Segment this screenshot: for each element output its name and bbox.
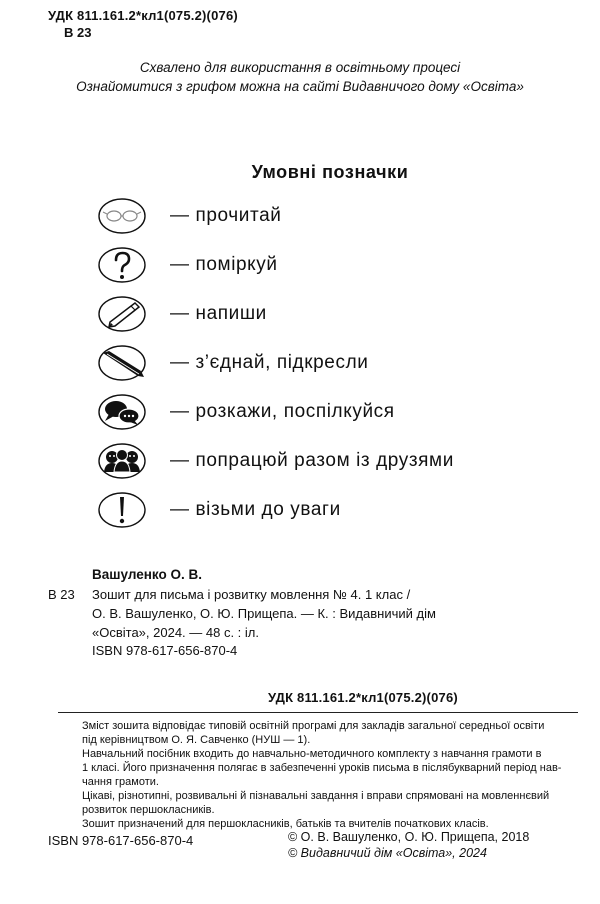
annotation-line: розвиток першокласників. <box>82 804 215 816</box>
approval-line-2: Ознайомитися з грифом можна на сайті Видавничого дому «Освіта» <box>76 79 524 94</box>
legend-label: — прочитай <box>170 205 282 226</box>
pen-icon <box>96 294 148 334</box>
legend-label: — розкажи, поспілкуйся <box>170 401 395 422</box>
annotation-line: чання грамоти. <box>82 776 159 788</box>
annotation-line: Зміст зошита відповідає типовій освітній програмі для закладів загальної середньої освіти <box>82 720 545 732</box>
catalog-code: В 23 <box>64 25 92 40</box>
copyright-publisher: © Видавничий дім «Освіта», 2024 <box>288 846 487 860</box>
legend-item-think <box>96 245 278 285</box>
legend-item-write <box>96 294 267 334</box>
pencil-icon <box>96 343 148 383</box>
bib-author: Вашуленко О. В. <box>92 567 202 582</box>
udk-code: УДК 811.161.2*кл1(075.2)(076) <box>48 8 238 23</box>
legend-label: — попрацюй разом із друзями <box>170 450 454 471</box>
legend-item-talk <box>96 392 395 432</box>
bib-isbn: ISBN 978-617-656-870-4 <box>92 643 238 658</box>
bib-code: В 23 <box>48 587 75 602</box>
exclamation-icon <box>96 490 148 530</box>
legend-label: — візьми до уваги <box>170 499 341 520</box>
annotation-line: 1 класі. Його призначення полягає в забезпеченні уроків письма в післябукварний період нав- <box>82 762 562 774</box>
group-icon <box>96 441 148 481</box>
reading-glasses-icon <box>96 196 148 236</box>
annotation-line: Навчальний посібник входить до навчально-методичного комплекту з навчання грамоти в <box>82 748 542 760</box>
legend-item-group <box>96 441 454 481</box>
bib-description <box>92 585 532 642</box>
legend-label: — з’єднай, підкресли <box>170 352 369 373</box>
bib-udk: УДК 811.161.2*кл1(075.2)(076) <box>268 690 458 705</box>
legend-item-attention <box>96 490 341 530</box>
speech-bubbles-icon <box>96 392 148 432</box>
approval-line-1: Схвалено для використання в освітньому процесі <box>139 60 461 75</box>
divider <box>58 712 578 713</box>
annotation-line: під керівництвом О. Я. Савченко (НУШ — 1). <box>82 734 311 746</box>
annotation <box>82 719 574 831</box>
footer-isbn: ISBN 978-617-656-870-4 <box>48 833 194 848</box>
annotation-line: Зошит призначений для першокласників, батьків та вчителів початкових класів. <box>82 818 489 830</box>
bib-line: Зошит для письма і розвитку мовлення № 4. 1 клас / <box>92 587 411 602</box>
question-mark-icon <box>96 245 148 285</box>
legend-item-connect <box>96 343 368 383</box>
legend-label: — поміркуй <box>170 254 278 275</box>
bib-line: О. В. Вашуленко, О. Ю. Прищепа. — К. : Видавничий дім <box>92 606 436 621</box>
legend-label: — напиши <box>170 303 267 324</box>
legend-title: Умовні позначки <box>251 162 409 182</box>
legend-item-read <box>96 196 281 236</box>
copyright-authors: © О. В. Вашуленко, О. Ю. Прищепа, 2018 <box>288 830 530 844</box>
bib-line: «Освіта», 2024. — 48 с. : іл. <box>92 625 259 640</box>
annotation-line: Цікаві, різнотипні, розвивальні й пізнавальні завдання і вправи спрямовані на мовленнєвий <box>82 790 550 802</box>
